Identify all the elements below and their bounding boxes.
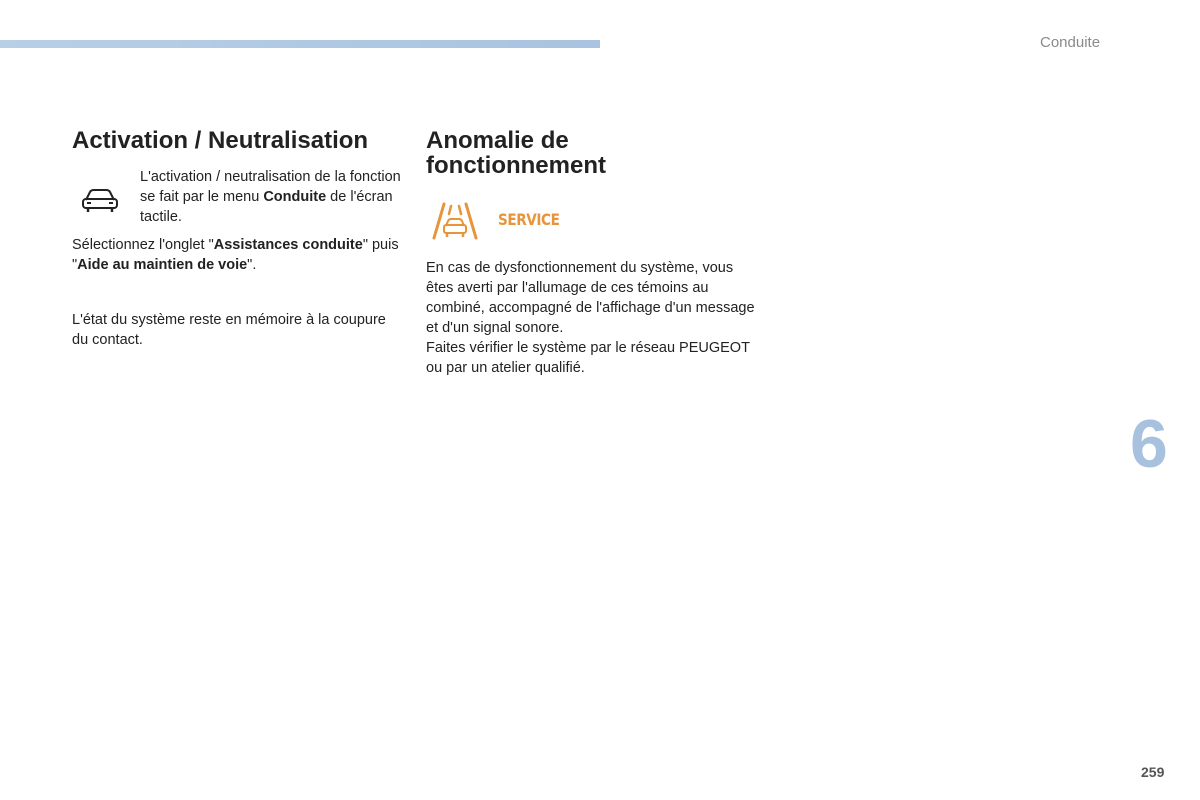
page-number: 259	[1141, 764, 1165, 780]
chapter-number: 6	[1130, 406, 1168, 482]
car-menu-icon	[80, 184, 120, 214]
malfunction-text: En cas de dysfonctionnement du système, vous êtes averti par l'allumage de ces témoins au combiné, accompagné de l'affichage d'un message et d'un signal sonore. Faites vérifier le système par le réseau PEUGEOT ou par un atelier qualifié.	[426, 260, 755, 376]
malfunction-title: Anomalie de fonctionnement	[426, 127, 606, 179]
header-accent-bar	[0, 40, 600, 48]
memory-note: L'état du système reste en mémoire à la coupure du contact.	[72, 312, 386, 348]
activation-title: Activation / Neutralisation	[72, 127, 369, 154]
section-label: Conduite	[1040, 34, 1101, 51]
service-warning-label: SERVICE	[498, 210, 560, 229]
select-tab-instruction: Sélectionnez l'onglet "Assistances conduite" puis "Aide au maintien de voie".	[72, 237, 399, 273]
lane-keeping-warning-icon	[430, 200, 480, 240]
activation-instruction: L'activation / neutralisation de la fonction se fait par le menu Conduite de l'écran tactile.	[140, 169, 401, 225]
